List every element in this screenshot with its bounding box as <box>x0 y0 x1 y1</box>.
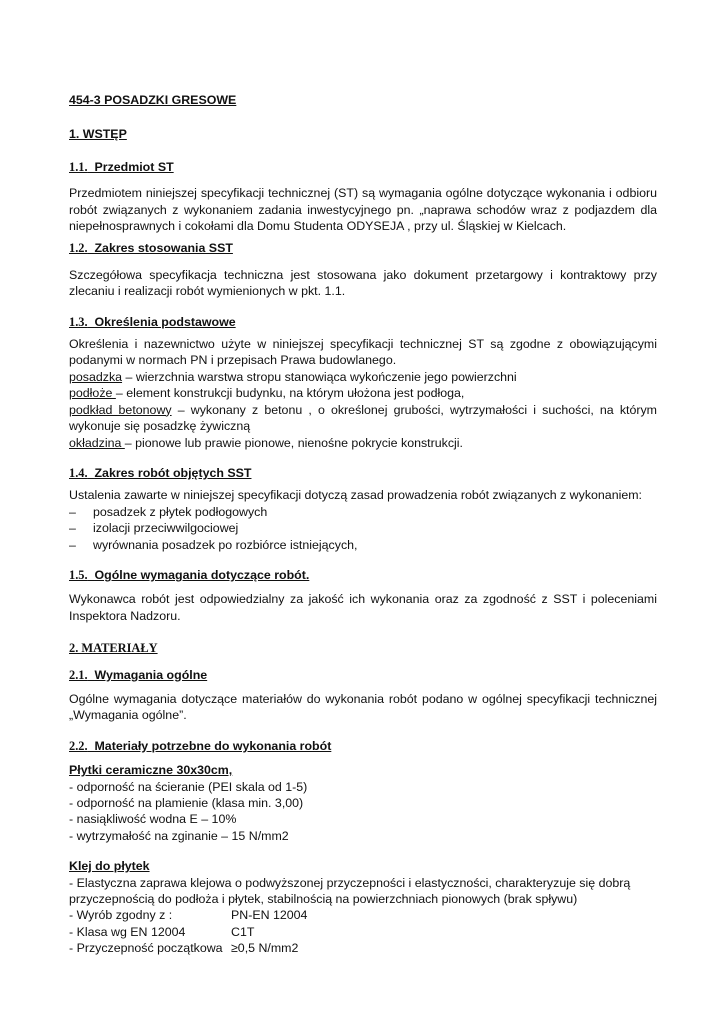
glue-spec-row <box>69 940 657 956</box>
dash-bullet-icon: – <box>69 521 76 536</box>
dash-bullet-icon: – <box>69 537 76 552</box>
section-2-2-title: Materiały potrzebne do wykonania robót <box>94 738 332 753</box>
glue-spec-key: - Wyrób zgodny z : <box>69 908 173 923</box>
section-1-5-heading <box>69 567 657 583</box>
section-1-4-title: Zakres robót objętych SST <box>94 465 252 480</box>
term-definition: – wykonany z betonu , o określonej grubości, wytrzymałości i suchości, na którym wykonuje się posadzkę żywiczną <box>69 402 658 434</box>
section-1-5-title: Ogólne wymagania dotyczące robót. <box>94 567 310 582</box>
section-2-2-heading <box>69 738 657 754</box>
glue-spec-value: PN-EN 12004 <box>231 908 308 923</box>
document-title: 454-3 POSADZKI GRESOWE <box>69 93 237 107</box>
tiles-spec-line: - odporność na plamienie (klasa min. 3,00) <box>69 796 304 810</box>
glue-spec-value: ≥0,5 N/mm2 <box>231 941 299 956</box>
tiles-spec-line: - wytrzymałość na zginanie – 15 N/mm2 <box>69 828 289 843</box>
section-2-heading <box>69 640 657 656</box>
glue-spec-value: C1T <box>231 924 255 939</box>
dash-bullet-icon: – <box>69 504 76 519</box>
section-1-4-heading <box>69 465 657 481</box>
term-label: podkład betonowy <box>69 402 172 417</box>
section-2-1-number: 2.1. <box>69 667 88 682</box>
section-1-3-heading <box>69 314 657 330</box>
list-item <box>69 537 657 553</box>
term-label: okładzina <box>69 435 125 450</box>
section-1-1-text: Przedmiotem niniejszej specyfikacji technicznej (ST) są wymagania ogólne dotyczące wykonania i odbioru robót związanych z wykonaniem zadania inwestycyjnego pn. „naprawa schodów wraz z podjazdem dla niepełnosprawnych i cokołami dla Domu Studenta ODYSEJA , przy ul. Śląskiej w Kielcach. <box>69 186 657 234</box>
glue-spec-row <box>69 907 657 923</box>
glue-spec-key: - Klasa wg EN 12004 <box>69 924 186 939</box>
section-1-5-text: Wykonawca robót jest odpowiedzialny za jakość ich wykonania oraz za zgodność z SST i poleceniami Inspektora Nadzoru. <box>69 592 657 623</box>
list-item-text: wyrównania posadzek po rozbiórce istniejących, <box>93 537 358 552</box>
term-definition: – wierzchnia warstwa stropu stanowiąca wykończenie jego powierzchni <box>122 369 517 384</box>
section-1-3-title: Określenia podstawowe <box>94 314 236 329</box>
section-1-2-text: Szczegółowa specyfikacja techniczna jest stosowana jako dokument przetargowy i kontraktowy przy zlecaniu i realizacji robót wymienionych w pkt. 1.1. <box>69 267 657 299</box>
section-2-1-text: Ogólne wymagania dotyczące materiałów do wykonania robót podano w ogólnej specyfikacji technicznej „Wymagania ogólne”. <box>69 691 657 723</box>
tiles-spec-line: - nasiąkliwość wodna E – 10% <box>69 812 237 827</box>
glue-spec-key: - Przyczepność początkowa <box>69 941 223 956</box>
section-2-1-title: Wymagania ogólne <box>94 667 208 682</box>
glue-spec-row <box>69 924 657 940</box>
list-item-text: posadzek z płytek podłogowych <box>93 504 268 519</box>
term-row-okladzina <box>69 435 657 451</box>
scope-list <box>69 504 657 553</box>
section-1-2-number: 1.2. <box>69 241 88 256</box>
tiles-spec-line: - odporność na ścieranie (PEI skala od 1-5) <box>69 779 308 794</box>
section-1-3-number: 1.3. <box>69 314 88 329</box>
section-1-heading: 1. WSTĘP <box>69 127 127 142</box>
glue-heading: Klej do płytek <box>69 859 150 874</box>
section-2-1-heading <box>69 667 657 683</box>
term-definition: – pionowe lub prawie pionowe, nienośne pokrycie konstrukcji. <box>124 435 463 450</box>
section-2-title: 2. MATERIAŁY <box>69 641 158 656</box>
section-2-2-number: 2.2. <box>69 738 88 753</box>
section-1-1-title: Przedmiot ST <box>94 159 174 174</box>
glue-description: - Elastyczna zaprawa klejowa o podwyższonej przyczepności i elastyczności, charakteryzuje się dobrą przyczepnością do podłoża i płytek, stabilnością na powierzchniach pionowych (brak spływu) <box>69 875 631 907</box>
list-item <box>69 520 657 536</box>
section-1-2-title: Zakres stosowania SST <box>94 241 233 256</box>
section-1-3-intro: Określenia i nazewnictwo użyte w niniejszej specyfikacji technicznej ST są zgodne z obowiązującymi podanymi w normach PN i przepisach Prawa budowlanego. <box>69 337 657 368</box>
section-1-1-heading <box>69 159 657 175</box>
term-row-podloze <box>69 385 657 401</box>
term-definition: – element konstrukcji budynku, na którym ułożona jest podłoga, <box>115 386 465 401</box>
list-item <box>69 504 657 520</box>
term-label: posadzka <box>69 369 123 384</box>
term-label: podłoże <box>69 386 116 401</box>
section-1-1-number: 1.1. <box>69 159 88 174</box>
tiles-heading: Płytki ceramiczne 30x30cm, <box>69 763 233 778</box>
section-1-2-heading <box>69 240 657 256</box>
section-1-4-intro: Ustalenia zawarte w niniejszej specyfikacji dotyczą zasad prowadzenia robót związanych z wykonaniem: <box>69 488 642 503</box>
term-row-podklad <box>69 402 657 435</box>
list-item-text: izolacji przeciwwilgociowej <box>93 521 239 536</box>
section-1-5-number: 1.5. <box>69 567 88 582</box>
term-row-posadzka <box>69 369 657 385</box>
section-1-4-number: 1.4. <box>69 465 88 480</box>
